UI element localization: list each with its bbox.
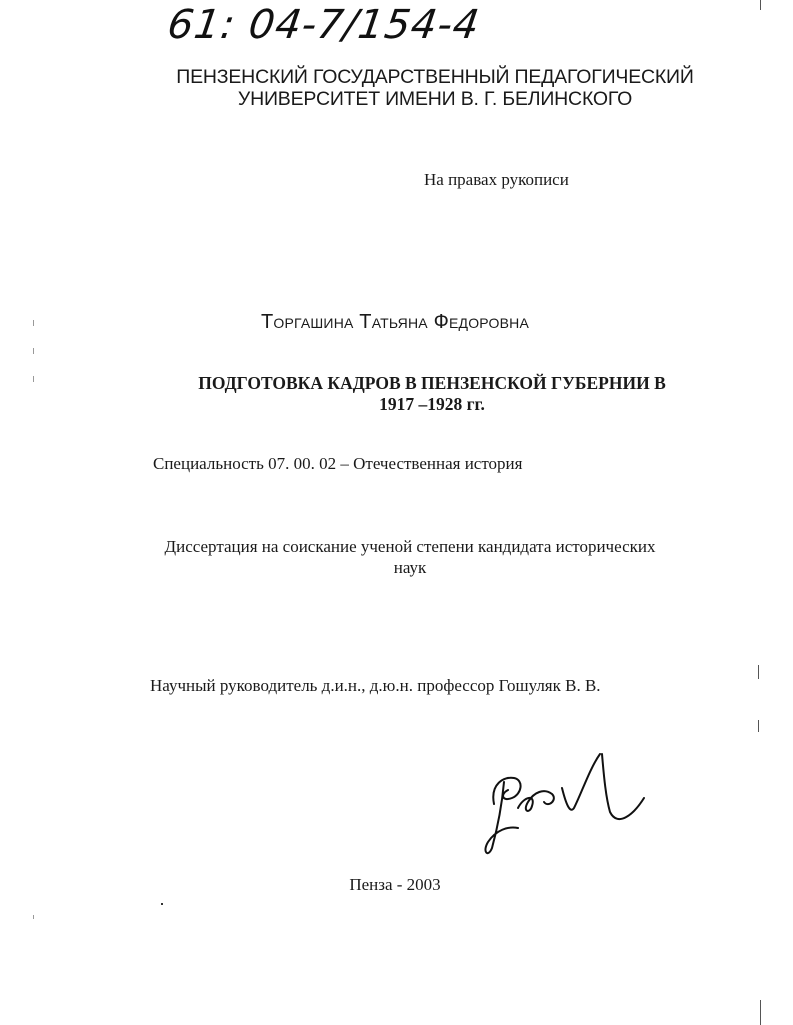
scan-artifact xyxy=(33,915,34,919)
handwritten-signature xyxy=(478,748,648,860)
signature-stroke-4 xyxy=(562,754,600,810)
rights-note: На правах рукописи xyxy=(424,170,569,189)
thesis-title-line-2: 1917 –1928 гг. xyxy=(379,394,485,414)
dissertation-degree-line-1: Диссертация на соискание ученой степени кандидата исторических xyxy=(164,537,656,556)
university-name-line-2: УНИВЕРСИТЕТ ИМЕНИ В. Г. БЕЛИНСКОГО xyxy=(237,88,633,110)
signature-stroke-1 xyxy=(493,778,520,804)
author-name: Торгашина Татьяна Федоровна xyxy=(260,311,530,333)
scan-artifact xyxy=(33,320,34,326)
signature-stroke-5 xyxy=(602,754,644,819)
scientific-supervisor: Научный руководитель д.и.н., д.ю.н. профессор Гошуляк В. В. xyxy=(150,676,601,695)
dissertation-degree-line-2: наук xyxy=(393,558,427,577)
scan-artifact xyxy=(758,720,759,732)
university-name-line-1: ПЕНЗЕНСКИЙ ГОСУДАРСТВЕННЫЙ ПЕДАГОГИЧЕСКИЙ xyxy=(176,66,694,88)
university-name xyxy=(0,66,793,110)
scan-artifact xyxy=(758,665,759,679)
scan-artifact xyxy=(161,903,163,905)
archive-code-handwritten: 61: 04-7/154-4 xyxy=(164,2,483,48)
scan-artifact xyxy=(760,0,761,10)
thesis-title-line-1: ПОДГОТОВКА КАДРОВ В ПЕНЗЕНСКОЙ ГУБЕРНИИ В xyxy=(198,373,666,393)
signature-stroke-2 xyxy=(485,782,518,853)
city-and-year: Пенза - 2003 xyxy=(349,875,441,894)
thesis-title xyxy=(0,373,793,415)
scan-artifact xyxy=(33,376,34,382)
scan-artifact xyxy=(33,348,34,354)
scan-artifact xyxy=(760,1000,761,1025)
signature-stroke-3 xyxy=(518,791,554,811)
dissertation-degree xyxy=(0,536,793,578)
specialty-line: Специальность 07. 00. 02 – Отечественная история xyxy=(153,454,523,473)
